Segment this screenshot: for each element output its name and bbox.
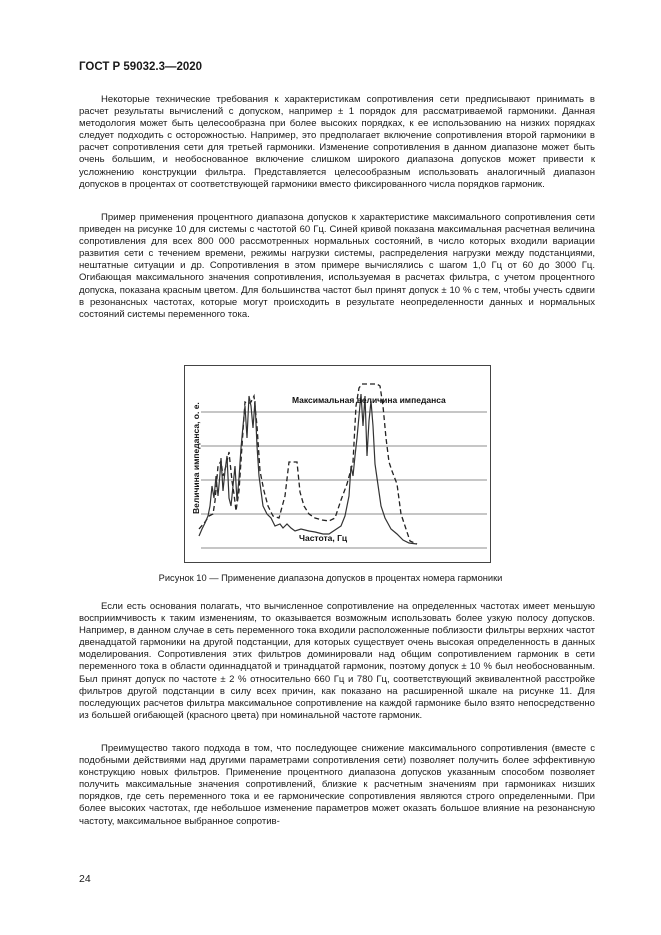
figure-caption: Рисунок 10 — Применение диапазона допусков в процентах номера гармоники [158,573,503,583]
impedance-chart-svg [185,366,490,562]
paragraph-3: Если есть основания полагать, что вычисленное сопротивление на определенных частотах имеет меньшую восприимчивость к таким изменениям, то оказывается возможным использовать более узкую полосу допусков. Например, в данном случае в сеть переменного тока входили расположенные поблизости фильтры верхних частот двенадцатой гармоники на другой подстанции, для которых существует очень высокая определенность в данных моделирования. Сопротивления этих фильтров доминировали над общим сопротивлением гармоник в сети переменного тока в области одиннадцатой и тринадцатой гармоник, поэтому допуск ± 10 % был необоснованным. Был принят допуск по частоте ± 2 % относительно 660 Гц и 780 Гц, соответствующий эквивалентной расстройке фильтров другой подстанции в силу всех причин, как показано на расширенной шкале на рисунке 11. Для последующих расчетов фильтра максимальное сопротивление на каждой гармонике было взято непосредственно из большей огибающей (красного цвета) при номинальной частоте гармоник. [79,601,595,721]
paragraph-1: Некоторые технические требования к характеристикам сопротивления сети предписывают принимать в расчет результаты вычислений с допуском, например ± 1 порядок для рассматриваемой гармоники. Данная методология может быть целесообразна при более высоких порядках, к ее использованию на низких порядках следует подходить с осторожностью. Например, это предполагает включение сопротивления второй гармоники в расчет сопротивления сети для третьей гармоники. Изменение сопротивления в данном диапазоне может быть очень большим, и необоснованное включение слишком широкого диапазона допусков может привести к усложнению конструкции фильтра. Представляется целесообразным использовать аналогичный диапазон допусков в процентах от соответствующей гармоники вместо фиксированного числа порядков гармоник. [79,94,595,190]
document-header: ГОСТ Р 59032.3—2020 [79,61,203,73]
page-number: 24 [79,873,91,885]
chart-annotation: Максимальная величина импеданса [292,395,446,405]
figure-impedance-chart [184,365,491,563]
chart-y-axis-label: Величина импеданса, о. е. [191,402,201,514]
paragraph-4: Преимущество такого подхода в том, что последующее снижение максимального сопротивления (вместе с подобными действиями над другими параметрами сопротивления сети) позволяет получить более эффективную конструкцию новых фильтров. Применение процентного диапазона допусков указанным способом позволяет получить максимальные значения сопротивлений, близкие к расчетным значениям при гармониках низших порядков, где сеть переменного тока и ее гармонические сопротивления являются строго определенными. При более высоких частотах, где небольшое изменение параметров может оказать большое влияние на резонансную частоту, максимальное выбранное сопротив- [79,743,595,827]
chart-x-axis-label: Частота, Гц [299,533,348,543]
tolerance-envelope-curve [199,384,417,544]
paragraph-2: Пример применения процентного диапазона допусков к характеристике максимального сопротивления сети приведен на рисунке 10 для системы с частотой 60 Гц. Синей кривой показана максимальная расчетная величина сопротивления для всех 800 000 рассмотренных нормальных состояний, в число которых входили вариации развития сети с течением времени, режимы нагрузки системы, распределения нагрузки между подстанциями, нештатные ситуации и др. Сопротивления в этом примере вычислялись с шагом 1,0 Гц от 60 до 3000 Гц. Огибающая максимального значения сопротивления, используемая в расчетах фильтра, с учетом процентного допуска, показана красным цветом. Для большинства частот был принят допуск ± 10 % с тем, чтобы учесть сдвиги в резонансных частотах, которые могут происходить в результате неопределенности данных и нормальных состояний системы переменного тока. [79,212,595,320]
